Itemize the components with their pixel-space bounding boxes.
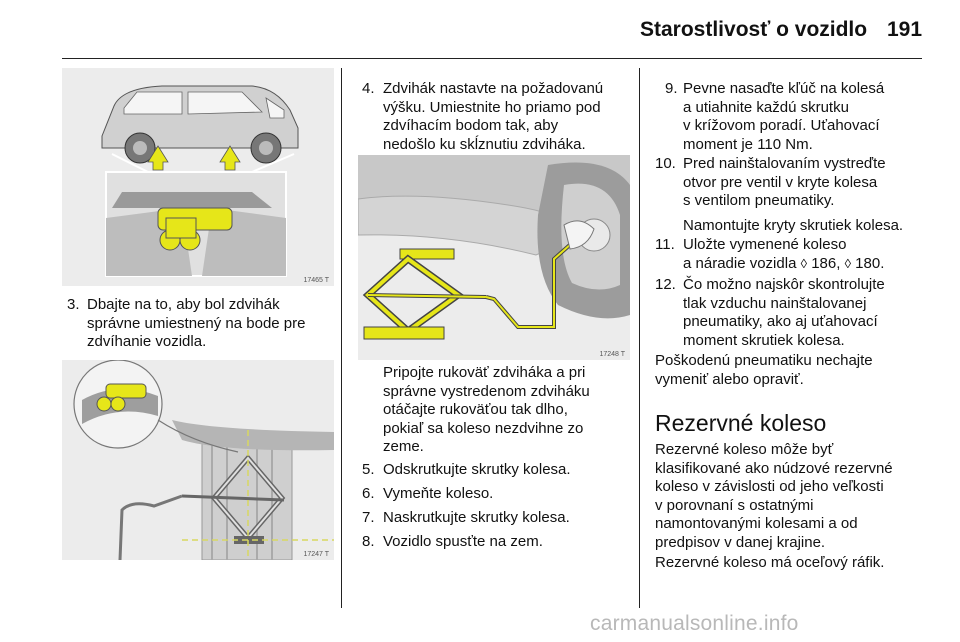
page-ref-link[interactable]: 186, [811, 254, 845, 272]
column-divider-2 [639, 68, 640, 608]
paragraph-line: klasifikované ako núdzové rezervné [655, 459, 893, 477]
step-text-fragment: a náradie vozidla [683, 254, 801, 272]
step-text-line: zeme. [383, 438, 424, 455]
step-number: 12. [655, 276, 676, 293]
section-heading-spare-wheel: Rezervné koleso [655, 410, 827, 436]
step-text-line: Pevne nasaďte kľúč na kolesá [683, 80, 885, 97]
step-text-line: zdvíhanie vozidla. [87, 333, 207, 350]
watermark: carmanualsonline.info [590, 612, 799, 635]
step-text: Naskrutkujte skrutky kolesa. [383, 509, 570, 526]
damaged-tire-note [655, 352, 930, 389]
figure-car-jack-points [62, 68, 334, 286]
paragraph-line: namontovanými kolesami a od [655, 515, 858, 532]
step-text-line: Pripojte rukoväť zdviháka a pri [383, 364, 586, 381]
step-text-line: a utiahnite každú skrutku [683, 98, 849, 116]
step-text-line: Namontujte kryty skrutiek kolesa. [683, 216, 904, 234]
step-9 [665, 80, 925, 156]
step-4-continuation [383, 364, 633, 457]
paragraph-line: predpisov v danej krajine. [655, 533, 826, 551]
paragraph-line: v porovnaní s ostatnými [655, 496, 814, 514]
step-text-line: tlak vzduchu nainštalovanej [683, 294, 867, 312]
step-11 [655, 236, 930, 276]
figure-id-label: 17248 T [599, 351, 625, 358]
step-3 [67, 296, 337, 354]
step-text-line: otáčajte rukoväťou tak dlho, [383, 401, 568, 418]
paragraph-line: koleso v závislosti od jeho veľkosti [655, 478, 884, 495]
step-6 [362, 485, 632, 504]
step-text-line: nedošlo ku skĺznutiu zdviháka. [383, 135, 586, 153]
step-4 [362, 80, 637, 156]
column-divider-1 [341, 68, 342, 608]
step-number: 5. [362, 461, 375, 478]
step-number: 11. [655, 236, 675, 253]
step-text-line: správne vystredenom zdviháku [383, 382, 590, 400]
page-header-title: Starostlivosť o vozidlo [640, 18, 868, 41]
step-text-line: zdvíhacím bodom tak, aby [383, 117, 559, 134]
step-number: 7. [362, 509, 375, 526]
step-text: Odskrutkujte skrutky kolesa. [383, 461, 571, 478]
jack-handle-illustration [358, 155, 630, 360]
step-8 [362, 533, 632, 552]
step-number: 3. [67, 296, 80, 313]
step-text-line: výšku. Umiestnite ho priamo pod [383, 98, 601, 116]
note-line: Poškodenú pneumatiku nechajte [655, 352, 873, 369]
spare-wheel-paragraph-1 [655, 441, 935, 552]
step-text-line: Dbajte na to, aby bol zdvihák [87, 296, 280, 313]
car-jack-point-illustration [62, 68, 334, 286]
page-ref-icon: ◊ [844, 255, 851, 271]
step-text-line: pneumatiky, ako aj uťahovací [683, 313, 878, 330]
step-text-line: Uložte vymenené koleso [683, 236, 847, 253]
step-text-line: otvor pre ventil v kryte kolesa [683, 173, 878, 191]
step-text-line: moment skrutiek kolesa. [683, 331, 845, 349]
step-number: 6. [362, 485, 375, 502]
page-ref-icon: ◊ [800, 255, 808, 271]
step-text-line: v krížovom poradí. Uťahovací [683, 117, 880, 134]
header-divider [62, 58, 922, 59]
figure-jack-positioning [62, 360, 334, 560]
step-number: 9. [665, 80, 678, 97]
figure-id-label: 17465 T [303, 277, 329, 284]
step-text-line: Pred nainštalovaním vystreďte [683, 155, 886, 172]
step-text-line: s ventilom pneumatiky. [683, 192, 835, 209]
step-text: Vozidlo spusťte na zem. [383, 533, 543, 550]
step-text-line: moment je 110 Nm. [683, 135, 813, 153]
page-number: 191 [887, 18, 923, 41]
step-number: 8. [362, 533, 375, 550]
jack-positioning-illustration [62, 360, 334, 560]
step-text-line: pokiaľ sa koleso nezdvihne zo [383, 419, 584, 437]
step-number: 4. [362, 80, 375, 97]
step-text-line: Zdvihák nastavte na požadovanú [383, 80, 604, 97]
step-7 [362, 509, 632, 528]
figure-jack-with-handle [358, 155, 630, 360]
figure-id-label: 17247 T [303, 551, 329, 558]
step-text-line [683, 255, 884, 274]
step-text-line: Čo možno najskôr skontrolujte [683, 276, 885, 293]
step-12 [655, 276, 930, 352]
note-line: vymeniť alebo opraviť. [655, 370, 804, 388]
paragraph-line: Rezervné koleso môže byť [655, 441, 834, 458]
step-number: 10. [655, 155, 676, 172]
step-5 [362, 461, 632, 480]
step-10 [655, 155, 930, 237]
step-text-line: správne umiestnený na bode pre [87, 314, 306, 332]
step-text: Vymeňte koleso. [383, 485, 494, 502]
spare-wheel-paragraph-2: Rezervné koleso má oceľový ráfik. [655, 554, 885, 571]
page-ref-link[interactable]: 180. [855, 254, 885, 272]
